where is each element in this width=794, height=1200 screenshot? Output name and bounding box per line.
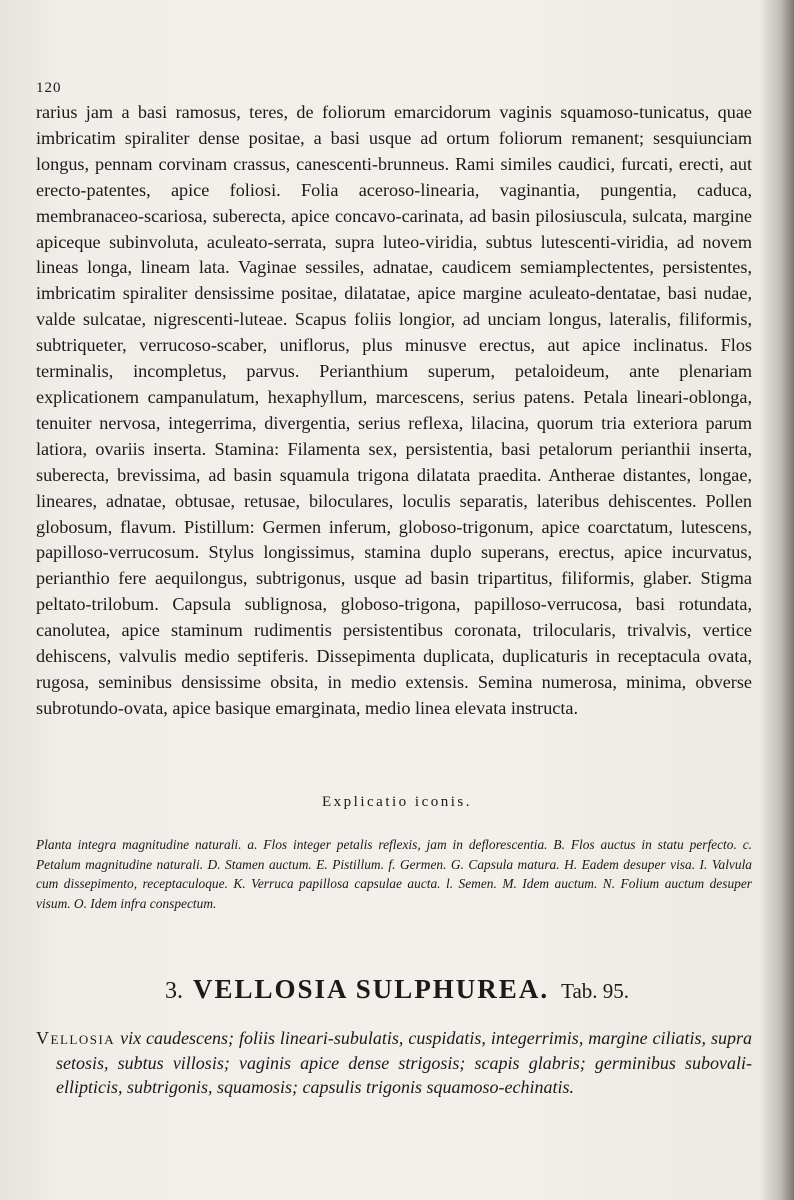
page-number: 120 [36, 80, 62, 96]
description-paragraph: rarius jam a basi ramosus, teres, de foliorum emarcidorum vaginis squamoso-tunicatus, quae imbricatim spiraliter dense positae, a basi usque ad ortum foliorum remanent; sesquiunciam longus, pennam corvinam crassus, canescenti-brunneus. Rami similes caudici, furcati, erecti, aut erecto-patentes, apice foliosi. Folia aceroso-linearia, vaginantia, pungentia, caduca, membranaceo-scariosa, suberecta, apice concavo-carinata, ad basin pilosiuscula, sulcata, margine apiceque subinvoluta, aculeato-serrata, supra luteo-viridia, subtus lutescenti-viridia, ad novem lineas longa, lineam lata. Vaginae sessiles, adnatae, caudicem semiamplectentes, persistentes, imbricatim spiraliter densissime positae, dilatatae, apice margine aculeato-dentatae, basi nudae, valde sulcatae, nigrescenti-luteae. Scapus foliis longior, ad unciam longus, lateralis, filiformis, subtriqueter, verrucoso-scaber, uniflorus, plus minusve erectus, aut apice inclinatus. Flos terminalis, incompletus, parvus. Perianthium superum, petaloideum, ante plenariam explicationem campanulatum, hexaphyllum, marcescens, serius patens. Petala lineari-oblonga, tenuiter nervosa, integerrima, divergentia, serius reflexa, lilacina, quorum tria exteriora parum latiora, ovariis inserta. Stamina: Filamenta sex, persistentia, basi petalorum perianthii inserta, suberecta, brevissima, ad basin squamula trigona dilatata praedita. Antherae distantes, longae, lineares, adnatae, obtusae, retusae, biloculares, loculis separatis, lateribus dehiscentes. Pollen globosum, flavum. Pistillum: Germen inferum, globoso-trigonum, apice coarctatum, lutescens, papilloso-verrucosum. Stylus longissimus, stamina duplo superans, erectus, apice incurvatus, perianthio fere aequilongus, subtrigonus, usque ad basin tripartitus, filiformis, glaber. Stigma peltato-trilobum. Capsula sublignosa, globoso-trigona, papilloso-verrucosa, basi rotundata, canolutea, apice staminum rudimentis persistentibus coronata, trilocularis, trivalvis, vertice dehiscens, valvulis medio septiferis. Dissepimenta duplicata, duplicaturis in receptacula ovata, rugosa, seminibus densissime obsita, in medio extensis. Semina numerosa, minima, obverse subrotundo-ovata, apice basique emarginata, medio linea elevata instructa. [36, 102, 752, 718]
spine-shadow [760, 0, 794, 1200]
diagnosis-genus: Vellosia [36, 1028, 116, 1048]
species-heading [0, 974, 794, 1005]
diagnosis-text: vix caudescens; foliis lineari-subulatis, cuspidatis, integerrimis, margine ciliatis, supra setosis, subtus villosis; vaginis apice dense strigosis; scapis glabris; germinibus subovali-ellipticis, subtrigonis, squamosis; capsulis trigonis squamoso-echinatis. [56, 1028, 752, 1097]
explicatio-heading: Explicatio iconis. [322, 794, 472, 810]
species-number: 3. [164, 978, 183, 1004]
explicatio-paragraph: Planta integra magnitudine naturali. a. Flos integer petalis reflexis, jam in deflorescentia. B. Flos auctus in statu perfecto. c. Petalum magnitudine naturali. D. Stamen auctum. E. Pistillum. f. Germen. G. Capsula matura. H. Eadem desuper visa. I. Valvula cum dissepimento, receptaculoque. K. Verruca papillosa capsulae aucta. l. Semen. M. Idem auctum. N. Folium auctum desuper visum. O. Idem infra conspectum. [36, 837, 752, 911]
species-name: VELLOSIA SULPHUREA. [192, 974, 550, 1004]
plate-reference: Tab. 95. [561, 979, 630, 1003]
species-diagnosis [36, 1026, 752, 1100]
